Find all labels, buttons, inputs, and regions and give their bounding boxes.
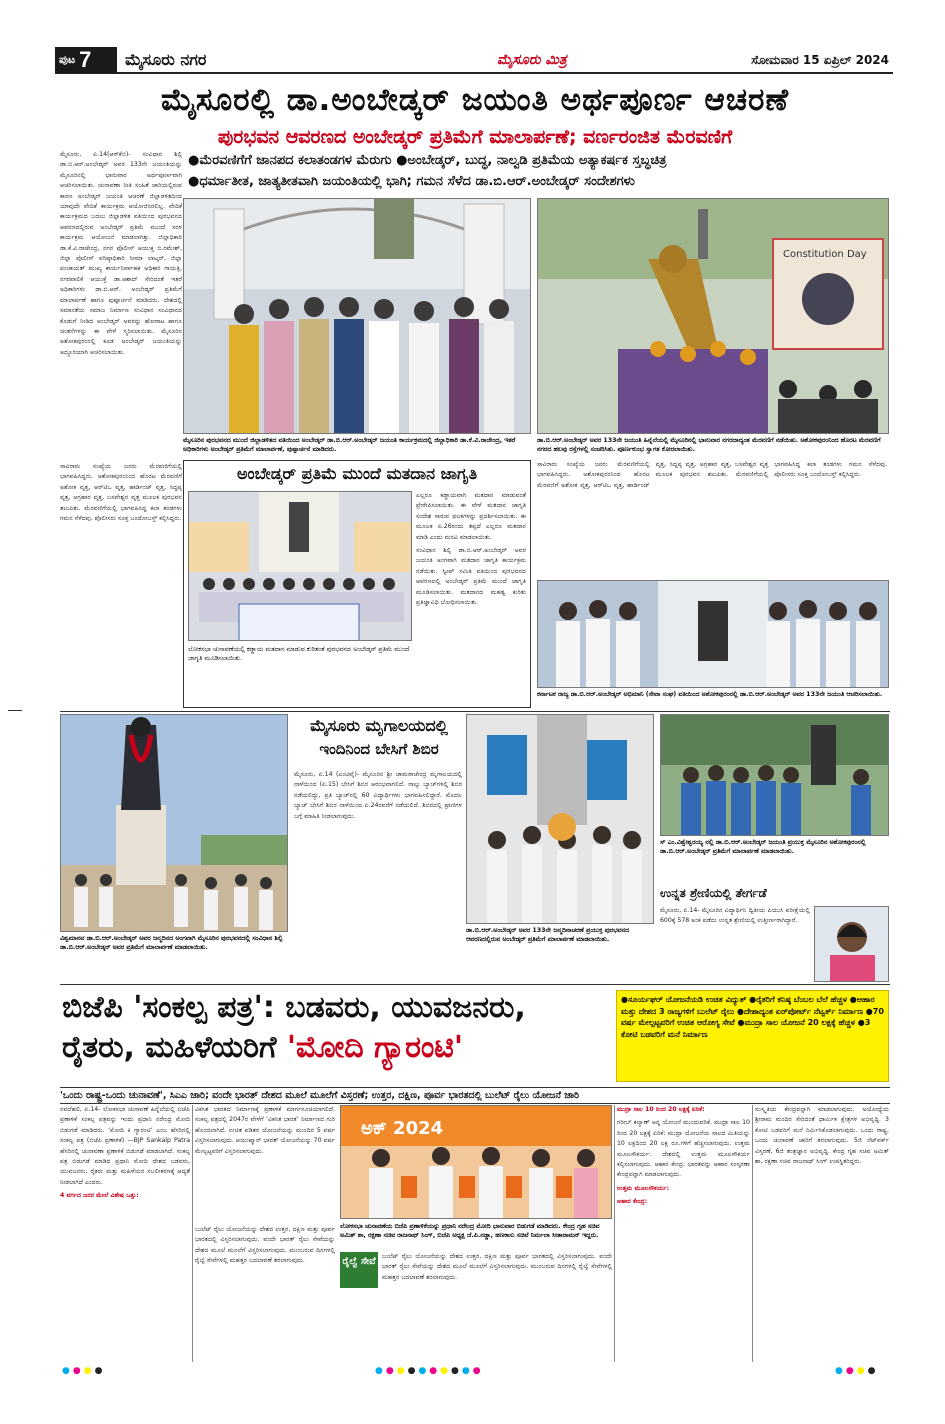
bjp-article-col2b [195, 1225, 335, 1362]
officials-group-photo-art [184, 199, 531, 434]
zoo-camp-title-2: ಇಂದಿನಿಂದ ಬೇಸಿಗೆ ಶಿಬಿರ [319, 740, 439, 758]
blue-shirts-caption: ಸ್ ಎಂ.ವಿಶ್ವೇಶ್ವರಯ್ಯ ನಲ್ಲಿ ಡಾ.ಬಿ.ಆರ್.ಅಂಬೇಡ್ಕರ್ ಜಯಂತಿ ಪ್ರಯುಕ್ತ ಮೈಸೂರಿನ ಅಶೋಕಪುರಂನಲ್ಲಿ ಡಾ.ಬಿ.ಆರ್.ಅಂಬೇಡ್ಕರ್ ಪ್ರತಿಮೆಗೆ ಮಾಲಾರ್ಪಣೆ ಮಾಡಲಾಯಿತು. [660, 839, 866, 855]
voting-awareness-body [416, 491, 526, 703]
registration-marks-right: ●●●● [835, 1366, 879, 1376]
lead-headline: ಮೈಸೂರಲ್ಲಿ ಡಾ.ಅಂಬೇಡ್ಕರ್ ಜಯಂತಿ ಅರ್ಥಪೂರ್ಣ ಆಚರಣೆ [160, 82, 790, 118]
lead-bullets [188, 150, 888, 192]
zoo-camp-text: ಮೈಸೂರು, ಏ.14 (ಎಂಟಿವೈ)- ಮೈಸೂರಿನ ಶ್ರೀ ಚಾಮರಾಜೇಂದ್ರ ಮೃಗಾಲಯದಲ್ಲಿ ನಾಳೆಯಿಂದ (ಏ.15) ಬೇಸಿಗೆ ಶಿಬಿರ ಆರಂಭವಾಗಲಿದೆ. ನಾಲ್ಕು ಬ್ಯಾಚ್‌ಗಳಲ್ಲಿ ಶಿಬಿರ ನಡೆಯಲಿದ್ದು, ಪ್ರತಿ ಬ್ಯಾಚ್‌ನಲ್ಲಿ 60 ವಿದ್ಯಾರ್ಥಿಗಳು ಭಾಗವಹಿಸಲಿದ್ದಾರೆ. ಮೊದಲ ಬ್ಯಾಚ್ ಬೇಸಿಗೆ ಶಿಬಿರ ನಾಳೆಯಿಂದ ಏ.24ರವರೆಗೆ ನಡೆಯಲಿದೆ. ಶಿಬಿರದಲ್ಲಿ ಪ್ರಾಣಿಗಳ ಬಗ್ಗೆ ಮಾಹಿತಿ ನೀಡಲಾಗುವುದು. [294, 771, 462, 820]
student-portrait-art [815, 907, 889, 982]
page-label: ಪುಟ [59, 53, 76, 66]
bjp-headline-accent: 'ಮೋದಿ ಗ್ಯಾರಂಟಿ' [286, 1030, 464, 1065]
right-column-text-left: ಸಾವಿರಾರು ಸಂಖ್ಯೆಯ ಜನರು ಮೆರವಣಿಗೆಯಲ್ಲಿ ಭಾಗವಹಿಸಿದ್ದರು. ಅಶೋಕಪುರಂನಿಂದ ಹೊರಟ ಮೆರವಣಿಗೆ ಅಶೋಕ ವೃತ್ತ, ಆರ್‌ಟಿಒ ವೃತ್ತ, ಹಾರ್ಡಿಂಜ್ ವೃತ್ತ, ಸಿದ್ದಪ್ಪ ವೃತ್ತ, ಅಗ್ರಹಾರ ವೃತ್ತ, ಬಸವೇಶ್ವರ ವೃತ್ತ ಮೂಲಕ ಪುರಭವನ ತಲುಪಿತು. ಮೆರವಣಿಗೆಯಲ್ಲಿ ಭಾಗವಹಿಸಿದ್ದ ಕಲಾ ತಂಡಗಳು ಗಮನ ಸೆಳೆದವು. ಪೊಲೀಸರು ಸೂಕ್ತ ಬಂದೋಬಸ್ತ್ ಕಲ್ಪಿಸಿದ್ದರು. [60, 463, 182, 523]
column-rule [192, 1105, 193, 1362]
manifesto-banner-text: ಅಕ್ 2024 [361, 1118, 444, 1139]
officials-photo-caption: ಮೈಸೂರಿನ ಪುರಭವನದ ಮುಂದೆ ಜಿಲ್ಲಾಡಳಿತದ ವತಿಯಿಂದ ಅಂಬೇಡ್ಕರ್ ಡಾ.ಬಿ.ಆರ್.ಅಂಬೇಡ್ಕರ್ ಜಯಂತಿ ಕಾರ್ಯಕ್ರಮದಲ್ಲಿ ಜಿಲ್ಲಾಧಿಕಾರಿ ಡಾ.ಕೆ.ವಿ.ರಾಜೇಂದ್ರ, ಇತರೆ ಅಧಿಕಾರಿಗಳು ಅಂಬೇಡ್ಕರ್ ಪ್ರತಿಮೆಗೆ ಮಾಲಾರ್ಪಣೆ, ಪುಷ್ಪಾರ್ಚನೆ ಮಾಡಿದರು. [183, 437, 516, 453]
voting-awareness-text: ಎಲ್ಲರೂ ಕಡ್ಡಾಯವಾಗಿ ಮತದಾನ ಮಾಡುವಂತೆ ಪ್ರೇರೇಪಿಸಲಾಯಿತು. ಈ ವೇಳೆ ಮತದಾನ ಜಾಗೃತಿ ಸಂದೇಶ ಸಾರುವ ಫಲಕಗಳನ್ನು ಪ್ರದರ್ಶಿಸಲಾಯಿತು. ಈ ಮೂಲಕ ಏ.26ರಂದು ತಪ್ಪದೆ ಎಲ್ಲರೂ ಮತದಾನ ಮಾಡಿ ಎಂದು ಮನವಿ ಮಾಡಲಾಯಿತು. [416, 492, 526, 541]
lead-article-body [60, 150, 182, 460]
bjp-article-text-4: ಗರೀಬ್ ಕಲ್ಯಾಣ್ ಅನ್ನ ಯೋಜನೆ ಮುಂದುವರಿಕೆ. ಮುದ್ರಾ ಸಾಲ 10 ರಿಂದ 20 ಲಕ್ಷಕ್ಕೆ ಏರಿಕೆ: ಮುದ್ರಾ ಯೋಜನೆಯ ಸಾಲದ ಮಿತಿಯನ್ನು 10 ಲಕ್ಷದಿಂದ 20 ಲಕ್ಷ ರೂ.ಗಳಿಗೆ ಹೆಚ್ಚಿಸಲಾಗುವುದು. ಉತ್ತಮ ಮೂಲಸೌಕರ್ಯ: ದೇಶದಲ್ಲಿ ಉತ್ತಮ ಮೂಲಸೌಕರ್ಯ ಕಲ್ಪಿಸಲಾಗುವುದು. ಆಹಾರ ಕೇಂದ್ರ: ಭಾರತವನ್ನು ಆಹಾರ ಸಂಸ್ಕರಣಾ ಕೇಂದ್ರವನ್ನಾಗಿ ಮಾಡಲಾಗುವುದು. [617, 1119, 750, 1179]
section-divider-2 [60, 984, 890, 985]
registration-marks-left: ●●●● [62, 1366, 106, 1376]
bjp-article-text-3b: ಬುಲೆಟ್ ರೈಲು ಯೋಜನೆಯನ್ನು ದೇಶದ ಉತ್ತರ, ದಕ್ಷಿಣ ಮತ್ತು ಪೂರ್ವ ಭಾರತದಲ್ಲಿ ವಿಸ್ತರಿಸಲಾಗುವುದು. ವಂದೇ ಭಾರತ್ ರೈಲು ಸೇವೆಯನ್ನು ದೇಶದ ಮೂಲೆ ಮೂಲೆಗೆ ವಿಸ್ತರಿಸಲಾಗುವುದು. ಮುಂಬರುವ ದಿನಗಳಲ್ಲಿ ರೈಲ್ವೆ ಸೇವೆಗಳಲ್ಲಿ ಮಹತ್ತರ ಬದಲಾವಣೆ ತರಲಾಗುವುದು. [195, 1226, 335, 1265]
bjp-headline-line2-text: ರೈತರು, ಮಹಿಳೆಯರಿಗೆ [62, 1030, 287, 1065]
lead-article-text: ಮೈಸೂರು, ಏ.14(ಆರ್‌ಕೆಬಿ)- ಸಂವಿಧಾನ ಶಿಲ್ಪಿ ಡಾ.ಬಿ.ಆರ್.ಅಂಬೇಡ್ಕರ್ ಅವರ 133ನೇ ಜಯಂತಿಯನ್ನು ಮೈಸೂರಿನಲ್ಲಿ ಭಾನುವಾರ ಅರ್ಥಪೂರ್ಣವಾಗಿ ಆಚರಿಸಲಾಯಿತು. ಚುನಾವಣಾ ನೀತಿ ಸಂಹಿತೆ ಜಾರಿಯಲ್ಲಿರುವ ಕಾರಣ ಅಂಬೇಡ್ಕರ್ ಜಯಂತಿ ಆಚರಣೆ ಜಿಲ್ಲಾಡಳಿತದಿಂದ ಯಾವುದೇ ವೇದಿಕೆ ಕಾರ್ಯಕ್ರಮ ಆಯೋಜಿಸಿರಲಿಲ್ಲ. ವೇದಿಕೆ ಕಾರ್ಯಕ್ರಮದ ಬದಲು ಜಿಲ್ಲಾಡಳಿತ ವತಿಯಿಂದ ಪುರಭವನದ ಆವರಣದಲ್ಲಿರುವ ಅಂಬೇಡ್ಕರ್ ಪ್ರತಿಮೆ ಮುಂದೆ ಸರಳ ಕಾರ್ಯಕ್ರಮ ಆಯೋಜನೆ ಮಾಡಲಾಗಿತ್ತು. ಜಿಲ್ಲಾಧಿಕಾರಿ ಡಾ.ಕೆ.ವಿ.ರಾಜೇಂದ್ರ, ನಗರ ಪೊಲೀಸ್ ಆಯುಕ್ತ ಬಿ.ರಮೇಶ್, ಜಿಲ್ಲಾ ಪೊಲೀಸ್ ವರಿಷ್ಠಾಧಿಕಾರಿ ಸೀಮಾ ಲಾಟ್ಕರ್, ಜಿಲ್ಲಾ ಪಂಚಾಯತ್ ಮುಖ್ಯ ಕಾರ್ಯನಿರ್ವಾಹಕ ಅಧಿಕಾರಿ ಗಾಯತ್ರಿ, ನಗರಪಾಲಿಕೆ ಆಯುಕ್ತೆ ಡಾ.ಆಶಾದ್ ಸೇರಿದಂತೆ ಇತರೆ ಅಧಿಕಾರಿಗಳು ಡಾ.ಬಿ.ಆರ್. ಅಂಬೇಡ್ಕರ್ ಪ್ರತಿಮೆಗೆ ಮಾಲಾರ್ಪಣೆ ಹಾಗೂ ಪುಷ್ಪಾರ್ಚನೆ ಮಾಡಿದರು. ದೇಶದಲ್ಲಿ ಸಮಾನತೆಯ ಸಮಾಜ ನಿರ್ಮಾಣ ಸಂವಿಧಾನ ಸಂವಿಧಾನದ ಕೊಡುಗೆ ನೀಡಿದ ಅಂಬೇಡ್ಕರ್ ಅವರನ್ನು ಹೋರಾಟ ಹಾಗೂ ಚಿಂತನೆಗಳನ್ನು ಈ ವೇಳೆ ಸ್ಮರಿಸಲಾಯಿತು. ಮೈಸೂರಿನ ಅಶೋಕಪುರಂನಲ್ಲಿ ಕೂಡ ಅಂಬೇಡ್ಕರ್ ಜಯಂತಿಯನ್ನು ಅದ್ದೂರಿಯಾಗಿ ಆಚರಿಸಲಾಯಿತು. [60, 151, 182, 356]
lead-bullet-line: ●ಧರ್ಮಾತೀತ, ಜಾತ್ಯತೀತವಾಗಿ ಜಯಂತಿಯಲ್ಲಿ ಭಾಗಿ; ಗಮನ ಸೆಳೆದ ಡಾ.ಬಿ.ಆರ್.ಅಂಬೇಡ್ಕರ್ ಸಂದೇಶಗಳು [188, 174, 635, 189]
zoo-camp-body [294, 770, 462, 980]
bjp-highlight-3: ಉತ್ತಮ ಮೂಲಸೌಕರ್ಯ: [617, 1184, 670, 1192]
achiever-text: ಮೈಸೂರು, ಏ.14- ಮೈಸೂರಿನ ವಿದ್ಯಾರ್ಥಿನಿ ದ್ವಿತೀಯ ಪಿಯುಸಿ ಪರೀಕ್ಷೆಯಲ್ಲಿ 600ಕ್ಕೆ 578 ಅಂಕ ಪಡೆದು ಉನ್ನತ ಶ್ರೇಣಿಯಲ್ಲಿ ಉತ್ತೀರ್ಣರಾಗಿದ್ದಾರೆ. [660, 907, 810, 925]
ashokapuram-group-photo [537, 580, 889, 688]
bjp-highlight-1: 4 ವರ್ಗದ ಜನರ ಮೇಲೆ ವಿಶೇಷ ಒತ್ತು: [60, 1192, 139, 1200]
ashokapuram-photo-caption: ಕರ್ನಾಟಕ ರಾಜ್ಯ ಡಾ.ಬಿ.ಆರ್.ಅಂಬೇಡ್ಕರ್ ಅಭಿಮಾನಿ (ಸೇವಾ ಸಂಘ) ವತಿಯಿಂದ ಅಶೋಕಪುರಂನಲ್ಲಿ ಡಾ.ಬಿ.ಆರ್.ಅಂಬೇಡ್ಕರ್ ಅವರ 133ನೇ ಜಯಂತಿ ಆಚರಿಸಲಾಯಿತು. [537, 691, 883, 698]
statue-procession-photo [537, 198, 889, 434]
voting-awareness-box [183, 460, 531, 708]
blue-shirts-group-photo-art [661, 715, 889, 836]
bjp-article-col5 [755, 1105, 889, 1362]
zoo-camp-headline [294, 714, 464, 766]
bjp-headline [62, 988, 612, 1068]
masthead [55, 48, 893, 74]
voting-awareness-photo-art [189, 492, 412, 641]
page-number: 7 [79, 47, 92, 72]
achiever-title: ಉನ್ನತ ಶ್ರೇಣಿಯಲ್ಲಿ ತೇರ್ಗಡೆ [660, 886, 767, 900]
bjp-article-text-5: ಸಂಸ್ಕೃತಿಯ ಕೇಂದ್ರವನ್ನಾಗಿ ಮಾಡಲಾಗುವುದು. ಅಯೋಧ್ಯೆಯ ಶ್ರೀರಾಮ ಮಂದಿರ ಸೇರಿದಂತೆ ಧಾರ್ಮಿಕ ಕ್ಷೇತ್ರಗಳ ಅಭಿವೃದ್ಧಿ. 3 ಕೋಟಿ ಬಡವರಿಗೆ ಮನೆ ನಿರ್ಮಿಸಿಕೊಡಲಾಗುವುದು. ಒಂದು ರಾಷ್ಟ್ರ, ಒಂದು ಚುನಾವಣೆ ಜಾರಿಗೆ ತರಲಾಗುವುದು. 5ಜಿ ನೆಟ್‌ವರ್ಕ್ ವಿಸ್ತರಣೆ, 6ಜಿ ತಂತ್ರಜ್ಞಾನ ಅಭಿವೃದ್ಧಿ. ಕೇಂದ್ರ ಗೃಹ ಸಚಿವ ಅಮಿತ್ ಶಾ, ರಕ್ಷಣಾ ಸಚಿವ ರಾಜನಾಥ್ ಸಿಂಗ್ ಉಪಸ್ಥಿತರಿದ್ದರು. [755, 1106, 889, 1166]
photo-banner-text: Constitution Day [783, 249, 867, 260]
bjp-article-text-3: ಬುಲೆಟ್ ರೈಲು ಯೋಜನೆಯನ್ನು ದೇಶದ ಉತ್ತರ, ದಕ್ಷಿಣ ಮತ್ತು ಪೂರ್ವ ಭಾರತದಲ್ಲಿ ವಿಸ್ತರಿಸಲಾಗುವುದು. ವಂದೇ ಭಾರತ್ ರೈಲು ಸೇವೆಯನ್ನು ದೇಶದ ಮೂಲೆ ಮೂಲೆಗೆ ವಿಸ್ತರಿಸಲಾಗುವುದು. ಮುಂಬರುವ ದಿನಗಳಲ್ಲಿ ರೈಲ್ವೆ ಸೇವೆಗಳಲ್ಲಿ ಮಹತ್ತರ ಬದಲಾವಣೆ ತರಲಾಗುವುದು. [382, 1253, 612, 1281]
zoo-camp-title-1: ಮೈಸೂರು ಮೃಗಾಲಯದಲ್ಲಿ [310, 716, 448, 735]
manifesto-photo-caption: ಲೋಕಸಭಾ ಚುನಾವಣೆಯ ಬಿಜೆಪಿ ಪ್ರಣಾಳಿಕೆಯನ್ನು ಪ್ರಧಾನಿ ನರೇಂದ್ರ ಮೋದಿ ಭಾನುವಾರ ಬಿಡುಗಡೆ ಮಾಡಿದರು. ಕೇಂದ್ರ ಗೃಹ ಸಚಿವ ಅಮಿತ್ ಶಾ, ರಕ್ಷಣಾ ಸಚಿವ ರಾಜನಾಥ್ ಸಿಂಗ್, ಬಿಜೆಪಿ ಅಧ್ಯಕ್ಷ ಜೆ.ಪಿ.ನಡ್ಡಾ, ಹಣಕಾಸು ಸಚಿವೆ ನಿರ್ಮಲಾ ಸೀತಾರಾಮನ್ ಇದ್ದರು. [340, 1223, 600, 1239]
voting-awareness-photo [188, 491, 412, 641]
column-rule [752, 1105, 753, 1362]
statue-cleaning-photo-art [467, 715, 654, 924]
bjp-article-col1 [60, 1105, 190, 1360]
paper-logo: ಮೈಸೂರು ಮಿತ್ರ [497, 52, 567, 68]
railway-service-label: ರೈಲ್ವೆ ಸೇವೆ [340, 1252, 378, 1288]
procession-article-body [537, 460, 887, 578]
officials-group-photo [183, 198, 531, 434]
voting-awareness-title: ಅಂಬೇಡ್ಕರ್ ಪ್ರತಿಮೆ ಮುಂದೆ ಮತದಾನ ಜಾಗೃತಿ [236, 464, 478, 483]
statue-garlanding-caption: ವಿಶ್ವಮಾನವ ಡಾ.ಬಿ.ಆರ್.ಅಂಬೇಡ್ಕರ್ ಅವರ ಜನ್ಮದಿನದ ಅಂಗವಾಗಿ ಮೈಸೂರಿನ ಪುರಭವನದಲ್ಲಿ ಸಂವಿಧಾನ ಶಿಲ್ಪಿ ಡಾ.ಬಿ.ಆರ್.ಅಂಬೇಡ್ಕರ್ ಅವರ ಪ್ರತಿಮೆಗೆ ಮಾಲಾರ್ಪಣೆ ಮಾಡಲಾಯಿತು. [60, 935, 283, 951]
lead-article-body-continued [60, 462, 182, 702]
section-divider [60, 711, 890, 712]
bjp-article-text-2: ವಿಕಸಿತ ಭಾರತದ ನಿರ್ಮಾಣಕ್ಕೆ ಪ್ರಣಾಳಿಕೆ ಮಾರ್ಗಸೂಚಿಯಾಗಲಿದೆ. ಸಂಕಲ್ಪ ಪತ್ರದಲ್ಲಿ 2047ರ ವೇಳೆಗೆ ‘ವಿಕಸಿತ ಭಾರತ’ ನಿರ್ಮಾಣದ ಗುರಿ ಹೊಂದಲಾಗಿದೆ. ಉಚಿತ ಪಡಿತರ ಯೋಜನೆಯನ್ನು ಮುಂದಿನ 5 ವರ್ಷ ವಿಸ್ತರಿಸಲಾಗುವುದು. ಆಯುಷ್ಮಾನ್ ಭಾರತ್ ಯೋಜನೆಯನ್ನು 70 ವರ್ಷ ಮೇಲ್ಪಟ್ಟವರಿಗೆ ವಿಸ್ತರಿಸಲಾಗುವುದು. [195, 1106, 335, 1155]
manifesto-release-photo-art [341, 1106, 612, 1219]
bjp-headline-line2 [62, 1028, 612, 1068]
crop-mark [8, 710, 22, 711]
voting-awareness-text-2: ಸಂವಿಧಾನ ಶಿಲ್ಪಿ ಡಾ.ಬಿ.ಆರ್.ಅಂಬೇಡ್ಕರ್ ಅವರ ಜಯಂತಿ ಅಂಗವಾಗಿ ಮತದಾನ ಜಾಗೃತಿ ಕಾರ್ಯಕ್ರಮ ನಡೆಯಿತು. ಸ್ವೀಪ್ ಸಮಿತಿ ವತಿಯಿಂದ ಪುರಭವನದ ಆವರಣದಲ್ಲಿ ಅಂಬೇಡ್ಕರ್ ಪ್ರತಿಮೆ ಮುಂದೆ ಜಾಗೃತಿ ಮೂಡಿಸಲಾಯಿತು. ಮತದಾನದ ಮಹತ್ವ ಕುರಿತು ಪ್ರತಿಜ್ಞಾವಿಧಿ ಬೋಧಿಸಲಾಯಿತು. [416, 547, 526, 607]
manifesto-promises-box: ●ಸೂರ್ಯಘರ್ ಯೋಜನೆಯಡಿ ಉಚಿತ ವಿದ್ಯುತ್ ●ರೈತರಿಗೆ ಕನಿಷ್ಠ ಬೆಂಬಲ ಬೆಲೆ ಹೆಚ್ಚಳ ●ಆಹಾರ ಮತ್ತು ದೇಶದ 3 ರಾಜ್ಯಗಳಿಗೆ ಬುಲೆಟ್ ರೈಲು ●ದೇಶಾದ್ಯಂತ ಏರ್‌ಪೋರ್ಟ್ ನೆಟ್ವರ್ಕ್ ನಿರ್ಮಾಣ ●70 ವರ್ಷ ಮೇಲ್ಪಟ್ಟವರಿಗೆ ಉಚಿತ ಆರೋಗ್ಯ ಸೇವೆ ●ಮುದ್ರಾ ಸಾಲ ಯೋಜನೆ 20 ಲಕ್ಷಕ್ಕೆ ಹೆಚ್ಚಳ ●3 ಕೋಟಿ ಬಡವರಿಗೆ ಮನೆ ನಿರ್ಮಾಣ [616, 990, 889, 1082]
section-name: ಮೈಸೂರು ನಗರ [125, 50, 207, 69]
ashokapuram-group-photo-art [538, 581, 889, 688]
statue-cleaning-photo [466, 714, 654, 924]
statue-procession-photo-art [538, 199, 889, 434]
statue-garlanding-photo [60, 714, 288, 932]
statue-garlanding-photo-art [61, 715, 288, 932]
manifesto-release-photo [340, 1105, 612, 1219]
issue-date: ಸೋಮವಾರ 15 ಏಪ್ರಿಲ್ 2024 [751, 52, 889, 67]
bjp-article-col3 [382, 1252, 612, 1362]
voting-awareness-caption: ಲೋಕಸಭಾ ಚುನಾವಣೆಯಲ್ಲಿ ಕಡ್ಡಾಯ ಮತದಾನ ಮಾಡುವ ಕುರಿತಂತೆ ಪುರಭವನದ ಅಂಬೇಡ್ಕರ್ ಪ್ರತಿಮೆ ಮುಂದೆ ಜಾಗೃತಿ ಮೂಡಿಸಲಾಯಿತು. [188, 646, 410, 662]
bjp-headline-line1: ಬಿಜೆಪಿ 'ಸಂಕಲ್ಪ ಪತ್ರ': ಬಡವರು, ಯುವಜನರು, [62, 990, 526, 1025]
lead-subhead: ಪುರಭವನ ಆವರಣದ ಅಂಬೇಡ್ಕರ್ ಪ್ರತಿಮೆಗೆ ಮಾಲಾರ್ಪಣೆ; ವರ್ಣರಂಜಿತ ಮೆರವಣಿಗೆ [217, 126, 733, 148]
bjp-article-col4 [617, 1105, 750, 1362]
bjp-highlight-2: ಮುದ್ರಾ ಸಾಲ 10 ರಿಂದ 20 ಲಕ್ಷಕ್ಕೆ ಏರಿಕೆ: [617, 1106, 705, 1113]
bjp-strapline: 'ಒಂದು ರಾಷ್ಟ್ರ-ಒಂದು ಚುನಾವಣೆ', ಸಿಎಎ ಜಾರಿ; ವಂದೇ ಭಾರತ್ ದೇಶದ ಮೂಲೆ ಮೂಲೆಗೆ ವಿಸ್ತರಣೆ; ಉತ್ತರ, ದಕ್ಷಿಣ, ಪೂರ್ವ ಭಾರತದಲ್ಲಿ ಬುಲೆಟ್ ರೈಲು ಯೋಜನೆ ಜಾರಿ [60, 1087, 890, 1104]
lead-bullet-line: ●ಮೆರವಣಿಗೆಗೆ ಜಾನಪದ ಕಲಾತಂಡಗಳ ಮೆರುಗು ●ಅಂಬೇಡ್ಕರ್, ಬುದ್ಧ, ನಾಲ್ವಡಿ ಪ್ರತಿಮೆಯ ಅತ್ಯಾಕರ್ಷಕ ಸ್ತಬ್ಧಚಿತ್ರ [188, 153, 667, 168]
bjp-highlight-4: ಆಹಾರ ಕೇಂದ್ರ: [617, 1198, 648, 1206]
blue-shirts-group-photo [660, 714, 889, 836]
statue-cleaning-caption: ಡಾ.ಬಿ.ಆರ್.ಅಂಬೇಡ್ಕರ್ ಅವರ 133ನೇ ಜನ್ಮದಿನಾಚರಣೆ ಪ್ರಯುಕ್ತ ಪುರಭವನದ ಆವರಣದಲ್ಲಿರುವ ಅಂಬೇಡ್ಕರ್ ಪ್ರತಿಮೆಗೆ ಮಾಲಾರ್ಪಣೆ ಮಾಡಲಾಯಿತು. [466, 927, 630, 943]
procession-article-text: ಸಾವಿರಾರು ಸಂಖ್ಯೆಯ ಜನರು ಮೆರವಣಿಗೆಯಲ್ಲಿ ಭಾಗವಹಿಸಿದ್ದರು. ಅಶೋಕಪುರಂನಿಂದ ಹೊರಟ ಮೆರವಣಿಗೆ ಅಶೋಕ ವೃತ್ತ, ಆರ್‌ಟಿಒ ವೃತ್ತ, ಹಾರ್ಡಿಂಜ್ ವೃತ್ತ, ಸಿದ್ದಪ್ಪ ವೃತ್ತ, ಅಗ್ರಹಾರ ವೃತ್ತ, ಬಸವೇಶ್ವರ ವೃತ್ತ ಮೂಲಕ ಪುರಭವನ ತಲುಪಿತು. ಮೆರವಣಿಗೆಯಲ್ಲಿ ಭಾಗವಹಿಸಿದ್ದ ಕಲಾ ತಂಡಗಳು ಗಮನ ಸೆಳೆದವು. ಪೊಲೀಸರು ಸೂಕ್ತ ಬಂದೋಬಸ್ತ್ ಕಲ್ಪಿಸಿದ್ದರು. [537, 461, 887, 489]
page-number-badge [55, 47, 117, 73]
bjp-article-text-1: ನವದೆಹಲಿ, ಏ.14- ಲೋಕಸಭಾ ಚುನಾವಣೆ ಹಿನ್ನೆಲೆಯಲ್ಲಿ ಬಿಜೆಪಿ ಪ್ರಣಾಳಿಕೆ ಸಂಕಲ್ಪ ಪತ್ರವನ್ನು ಇಂದು ಪ್ರಧಾನಿ ನರೇಂದ್ರ ಮೋದಿ ಬಿಡುಗಡೆ ಮಾಡಿದರು. ‘ಮೋದಿ ಕಿ ಗ್ಯಾರಂಟಿ’ ಎಂಬ ಹೆಸರಿನಲ್ಲಿ ಸಂಕಲ್ಪ ಪತ್ರ (ಬಿಜೆಪಿ ಪ್ರಣಾಳಿಕೆ) —BJP Sankalp Patra ಹೆಸರಿನಲ್ಲಿ ಚುನಾವಣಾ ಪ್ರಣಾಳಿಕೆ ಬಿಡುಗಡೆ ಮಾಡಲಾಗಿದೆ. ಸಂಕಲ್ಪ ಪತ್ರ ಬಿಡುಗಡೆ ಮಾಡಿದ ಪ್ರಧಾನಿ ಮೋದಿ ದೇಶದ ಬಡವರು, ಯುವಜನರು, ರೈತರು ಮತ್ತು ಮಹಿಳೆಯರ ಸಬಲೀಕರಣಕ್ಕೆ ಆದ್ಯತೆ ನೀಡಲಾಗಿದೆ ಎಂದರು. [60, 1106, 190, 1186]
column-rule [614, 1105, 615, 1362]
procession-photo-caption: ಡಾ.ಬಿ.ಆರ್.ಅಂಬೇಡ್ಕರ್ ಅವರ 133ನೇ ಜಯಂತಿ ಹಿನ್ನೆಲೆಯಲ್ಲಿ ಮೈಸೂರಿನಲ್ಲಿ ಭಾನುವಾರ ನಗರದಾದ್ಯಂತ ಮೆರವಣಿಗೆ ನಡೆಯಿತು. ಅಶೋಕಪುರಂನಿಂದ ಹೊರಟ ಮೆರವಣಿಗೆ ನಗರದ ಹಲವು ರಸ್ತೆಗಳಲ್ಲಿ ಸಂಚರಿಸಿತು. ಪೂರ್ಣಕುಂಭ ಸ್ವಾಗತ ಕೋರಲಾಯಿತು. [537, 437, 881, 453]
achiever-body [660, 906, 810, 980]
bjp-article-col2 [195, 1105, 335, 1220]
student-portrait-photo [814, 906, 889, 982]
registration-marks-center: ●●●●●●●●●● [375, 1366, 484, 1376]
